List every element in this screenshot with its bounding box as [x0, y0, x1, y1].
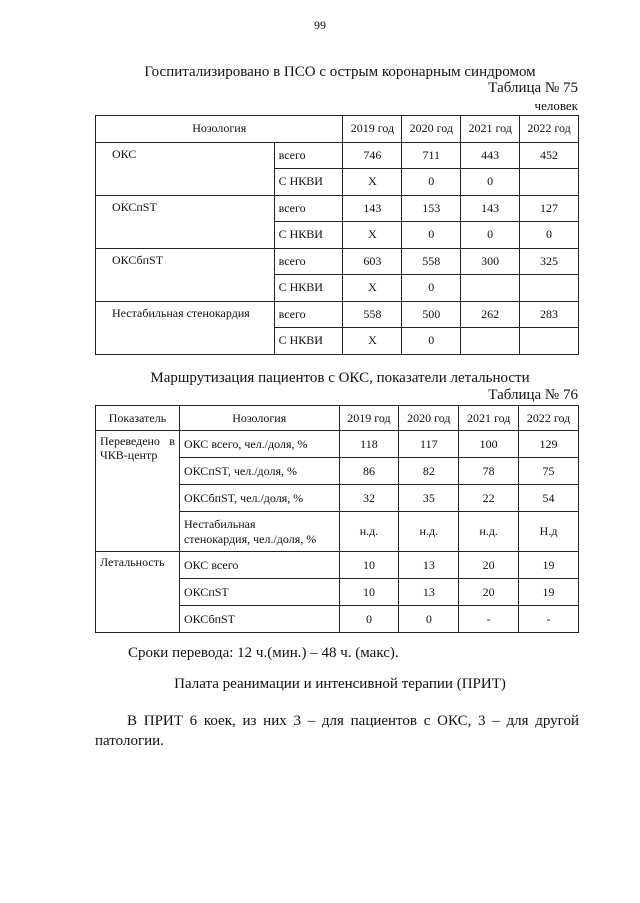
value-cell — [520, 328, 579, 355]
value-cell: 0 — [461, 169, 520, 196]
value-cell: 558 — [343, 301, 402, 328]
table-header-row — [96, 116, 579, 143]
table76-number: Таблица № 76 — [488, 387, 578, 403]
row-label: ОКС всего — [179, 552, 339, 579]
indicator-cell: Летальность — [96, 552, 180, 633]
table-row — [96, 195, 579, 222]
value-cell: 19 — [519, 579, 579, 606]
value-cell: 117 — [399, 431, 459, 458]
value-cell: 78 — [459, 458, 519, 485]
value-cell: Х — [343, 169, 402, 196]
value-cell: 0 — [402, 275, 461, 302]
row-label: всего — [274, 195, 343, 222]
value-cell: 443 — [461, 142, 520, 169]
value-cell: 22 — [459, 485, 519, 512]
value-cell: - — [519, 606, 579, 633]
value-cell — [520, 275, 579, 302]
value-cell: 603 — [343, 248, 402, 275]
header-cell: 2020 год — [399, 406, 459, 431]
value-cell: 262 — [461, 301, 520, 328]
row-label: всего — [274, 301, 343, 328]
value-cell: Х — [343, 328, 402, 355]
value-cell: 143 — [343, 195, 402, 222]
nosology-cell: ОКСбпST — [96, 248, 275, 301]
value-cell: 118 — [339, 431, 399, 458]
row-label-line: стенокардия, чел./доля, % — [183, 531, 317, 546]
header-cell: 2020 год — [402, 116, 461, 143]
header-cell: Показатель — [96, 406, 180, 431]
row-label: ОКСбпST, чел./доля, % — [179, 485, 339, 512]
indicator-word: Переведено — [100, 434, 160, 448]
value-cell — [520, 169, 579, 196]
header-cell: 2022 год — [519, 406, 579, 431]
hospitalization-table — [95, 115, 579, 355]
table-row — [96, 431, 579, 458]
row-label: С НКВИ — [274, 169, 343, 196]
value-cell: 13 — [399, 552, 459, 579]
value-cell: 20 — [459, 552, 519, 579]
value-cell: Х — [343, 275, 402, 302]
indicator-line — [100, 434, 175, 448]
row-label: всего — [274, 142, 343, 169]
value-cell: 35 — [399, 485, 459, 512]
value-cell: 0 — [402, 169, 461, 196]
value-cell: 325 — [520, 248, 579, 275]
table-row — [96, 142, 579, 169]
value-cell: 0 — [339, 606, 399, 633]
header-cell: 2021 год — [459, 406, 519, 431]
value-cell: 10 — [339, 579, 399, 606]
row-label: ОКСпST, чел./доля, % — [179, 458, 339, 485]
row-label: С НКВИ — [274, 222, 343, 249]
row-label-line: Нестабильная — [183, 516, 256, 531]
row-label: ОКСбпST — [179, 606, 339, 633]
header-cell: Нозология — [96, 116, 343, 143]
indicator-line: ЧКВ-центр — [100, 448, 158, 462]
value-cell: 143 — [461, 195, 520, 222]
value-cell — [461, 328, 520, 355]
nosology-cell: ОКСпST — [96, 195, 275, 248]
value-cell: 0 — [402, 222, 461, 249]
nosology-cell: Нестабильная стенокардия — [96, 301, 275, 354]
table76-title: Маршрутизация пациентов с ОКС, показатели летальности — [150, 370, 530, 386]
value-cell: 13 — [399, 579, 459, 606]
value-cell: н.д. — [339, 512, 399, 552]
value-cell: 32 — [339, 485, 399, 512]
value-cell: 0 — [399, 606, 459, 633]
prit-heading: Палата реанимации и интенсивной терапии (ПРИТ) — [174, 676, 506, 692]
indicator-cell — [96, 431, 180, 552]
value-cell: 283 — [520, 301, 579, 328]
header-cell: Нозология — [179, 406, 339, 431]
table-row — [96, 552, 579, 579]
table75-title: Госпитализировано в ПСО с острым коронарным синдромом — [144, 64, 536, 80]
value-cell: 300 — [461, 248, 520, 275]
value-cell: 452 — [520, 142, 579, 169]
value-cell: 75 — [519, 458, 579, 485]
header-cell: 2019 год — [343, 116, 402, 143]
header-cell: 2019 год — [339, 406, 399, 431]
value-cell: 0 — [520, 222, 579, 249]
value-cell — [461, 275, 520, 302]
table-row — [96, 248, 579, 275]
value-cell: Н.д — [519, 512, 579, 552]
table75-number: Таблица № 75 — [488, 80, 578, 96]
row-label: ОКС всего, чел./доля, % — [179, 431, 339, 458]
row-label: С НКВИ — [274, 275, 343, 302]
row-label: ОКСпST — [179, 579, 339, 606]
value-cell: Х — [343, 222, 402, 249]
value-cell: 153 — [402, 195, 461, 222]
value-cell: 82 — [399, 458, 459, 485]
row-label: С НКВИ — [274, 328, 343, 355]
table-header-row — [96, 406, 579, 431]
value-cell: 558 — [402, 248, 461, 275]
header-cell: 2022 год — [520, 116, 579, 143]
value-cell: 20 — [459, 579, 519, 606]
routing-table — [95, 405, 579, 633]
value-cell: н.д. — [459, 512, 519, 552]
value-cell: 711 — [402, 142, 461, 169]
nosology-cell: ОКС — [96, 142, 275, 195]
value-cell: 129 — [519, 431, 579, 458]
value-cell: 500 — [402, 301, 461, 328]
row-label: всего — [274, 248, 343, 275]
row-label — [179, 512, 339, 552]
value-cell: 19 — [519, 552, 579, 579]
value-cell: - — [459, 606, 519, 633]
value-cell: 100 — [459, 431, 519, 458]
indicator-word: в — [169, 434, 175, 448]
prit-paragraph: В ПРИТ 6 коек, из них 3 – для пациентов с ОКС, 3 – для другой патологии. — [95, 713, 579, 749]
table-row — [96, 301, 579, 328]
header-cell: 2021 год — [461, 116, 520, 143]
value-cell: 54 — [519, 485, 579, 512]
value-cell: 127 — [520, 195, 579, 222]
value-cell: н.д. — [399, 512, 459, 552]
value-cell: 0 — [461, 222, 520, 249]
table75-unit: человек — [534, 98, 578, 113]
value-cell: 86 — [339, 458, 399, 485]
page-number: 99 — [314, 18, 326, 32]
value-cell: 0 — [402, 328, 461, 355]
value-cell: 10 — [339, 552, 399, 579]
value-cell: 746 — [343, 142, 402, 169]
transfer-time-text: Сроки перевода: 12 ч.(мин.) – 48 ч. (макс). — [128, 645, 399, 661]
